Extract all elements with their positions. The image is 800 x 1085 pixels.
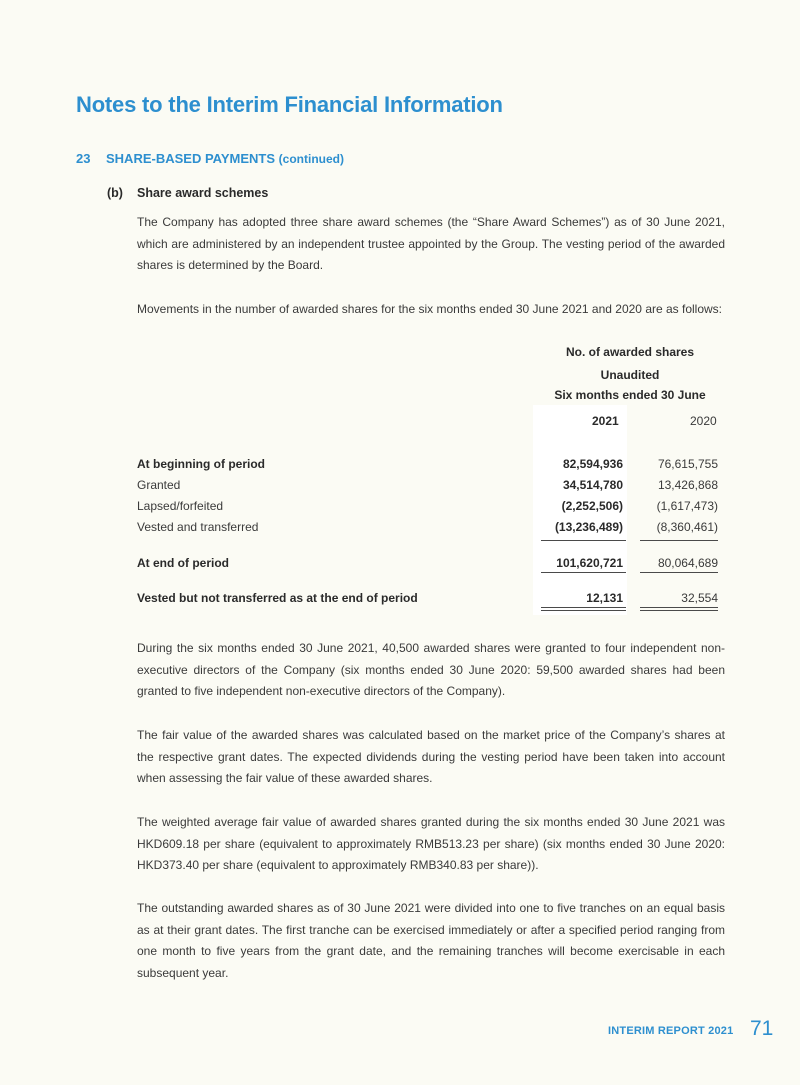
double-rule-2020-bottom bbox=[640, 610, 718, 611]
value-2021: 12,131 bbox=[586, 591, 623, 605]
value-2020: 76,615,755 bbox=[657, 457, 718, 471]
value-2020: (1,617,473) bbox=[656, 499, 718, 513]
section-continued: (continued) bbox=[278, 152, 344, 166]
row-label: Granted bbox=[137, 478, 181, 492]
value-2021: (2,252,506) bbox=[561, 499, 623, 513]
table-row bbox=[137, 520, 727, 540]
value-2021: 101,620,721 bbox=[556, 556, 623, 570]
paragraph-fair-value: The fair value of the awarded shares was calculated based on the market price of the Company’s shares at the respective grant dates. The expected dividends during the vesting period have been taken into account when assessing the fair value of these awarded shares. bbox=[137, 728, 725, 785]
paragraph-weighted-average: The weighted average fair value of awarded shares granted during the six months ended 30 June 2021 was HKD609.18 per share (equivalent to approximately RMB513.23 per share) (six months ended 30 June 2020: HKD373.40 per share (equivalent to approximately RMB340.83 per share)). bbox=[137, 815, 725, 872]
row-label: Lapsed/forfeited bbox=[137, 499, 224, 513]
subsection-heading bbox=[107, 186, 268, 200]
subsection-label: (b) bbox=[107, 186, 123, 200]
section-title: SHARE-BASED PAYMENTS bbox=[106, 151, 276, 166]
table-header-period: Six months ended 30 June bbox=[554, 388, 706, 402]
value-2020: (8,360,461) bbox=[656, 520, 718, 534]
subtotal-rule-2021 bbox=[541, 540, 626, 541]
section-heading bbox=[76, 151, 344, 166]
footer-report-title: INTERIM REPORT 2021 bbox=[608, 1025, 734, 1037]
table-row bbox=[137, 457, 727, 477]
paragraph-movements: Movements in the number of awarded shares for the six months ended 30 June 2021 and 2020 are as follows: bbox=[137, 302, 723, 316]
row-label: At end of period bbox=[137, 556, 229, 570]
double-rule-2020-top bbox=[640, 607, 718, 608]
paragraph-intro: The Company has adopted three share award schemes (the “Share Award Schemes”) as of 30 June 2021, which are administered by an independent trustee appointed by the Group. The vesting period of the awarded shares is determined by the Board. bbox=[137, 215, 725, 272]
table-row bbox=[137, 556, 727, 576]
column-header-2021: 2021 bbox=[592, 414, 619, 428]
row-label: At beginning of period bbox=[137, 457, 265, 471]
column-header-2020: 2020 bbox=[690, 414, 717, 428]
page-title: Notes to the Interim Financial Information bbox=[76, 92, 503, 117]
value-2020: 13,426,868 bbox=[657, 478, 718, 492]
page-number: 71 bbox=[750, 1017, 774, 1040]
double-rule-2021-bottom bbox=[541, 610, 626, 611]
table-header-unaudited: Unaudited bbox=[600, 368, 660, 382]
table-row bbox=[137, 478, 727, 498]
value-2020: 80,064,689 bbox=[657, 556, 718, 570]
table-row bbox=[137, 499, 727, 519]
value-2020: 32,554 bbox=[681, 591, 718, 605]
total-rule-2021 bbox=[541, 572, 626, 573]
paragraph-granted: During the six months ended 30 June 2021, 40,500 awarded shares were granted to four independent non-executive directors of the Company (six months ended 30 June 2020: 59,500 awarded shares had been granted to five independent non-executive directors of the Company). bbox=[137, 641, 725, 698]
value-2021: 82,594,936 bbox=[562, 457, 623, 471]
table-header-title: No. of awarded shares bbox=[565, 345, 695, 359]
value-2021: 34,514,780 bbox=[562, 478, 623, 492]
value-2021: (13,236,489) bbox=[554, 520, 623, 534]
section-number: 23 bbox=[76, 151, 91, 166]
table-row bbox=[137, 591, 727, 611]
subtotal-rule-2020 bbox=[640, 540, 718, 541]
subsection-title: Share award schemes bbox=[137, 186, 269, 200]
row-label: Vested and transferred bbox=[137, 520, 259, 534]
double-rule-2021-top bbox=[541, 607, 626, 608]
paragraph-tranches: The outstanding awarded shares as of 30 June 2021 were divided into one to five tranches on an equal basis as at their grant dates. The first tranche can be exercised immediately or after a specified period ranging from one month to five years from the grant date, and the remaining tranches will become exercisable in each subsequent year. bbox=[137, 901, 725, 980]
row-label: Vested but not transferred as at the end of period bbox=[137, 591, 418, 605]
total-rule-2020 bbox=[640, 572, 718, 573]
